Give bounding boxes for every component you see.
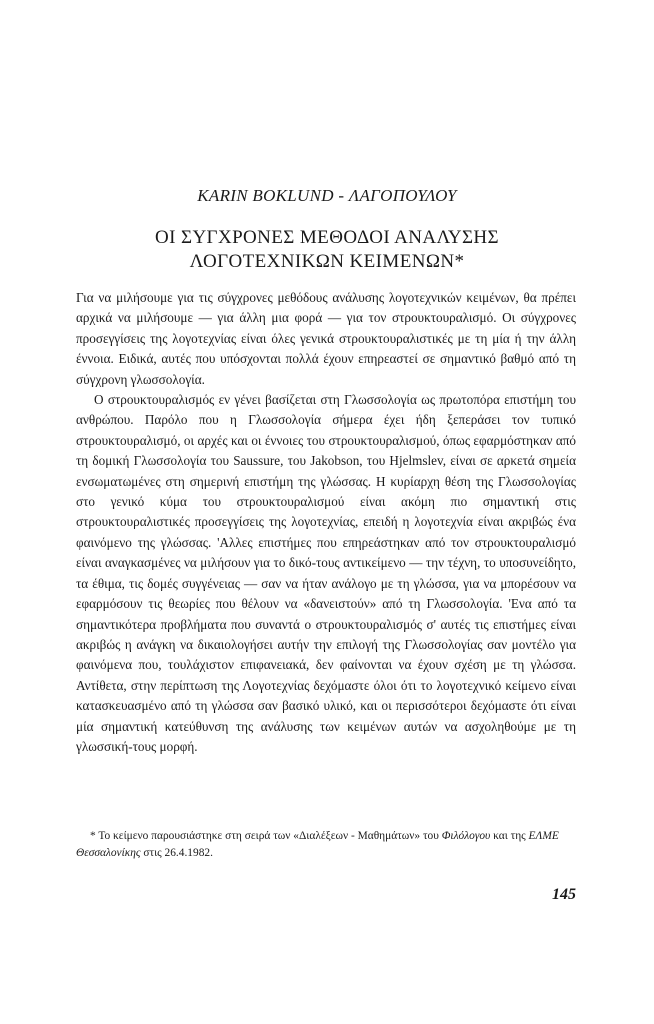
title-line-2: ΛΟΓΟΤΕΧΝΙΚΩΝ ΚΕΙΜΕΝΩΝ*: [189, 251, 465, 272]
page-number: 145: [552, 886, 576, 903]
footnote: [76, 828, 576, 862]
article-title: [0, 226, 654, 274]
author-name: KARIN BOKLUND - ΛΑΓΟΠΟΥΛΟΥ: [197, 186, 457, 205]
body-paragraph-2: Ο στρουκτουραλισμός εν γένει βασίζεται στη Γλωσσολογία ως πρωτοπόρα επιστήμη του ανθρώπου. Παρόλο που η Γλωσσολογία σήμερα έχει ήδη ξεπεράσει τον τυπικό στρουκτουραλισμό, οι αρχές και οι έννοιες του στρουκτουραλισμού, όπως εφαρμόστηκαν από τη δομική Γλωσσολογία του Saussure, του Jakobson, του Hjelmslev, είναι σε αρκετά σημεία ενσωματωμένες στη σημερινή επιστήμη της γλώσσας. Η κυρίαρχη θέση της Γλωσσολογίας στο γενικό κύμα του στρουκτουραλισμού είναι ακόμη πιο σημαντική στις στρουκτουραλιστικές προσεγγίσεις της λογοτεχνίας, επειδή η λογοτεχνία είναι ακριβώς ένα φαινόμενο της γλώσσας. 'Αλλες επιστήμες που επηρεάστηκαν από τον στρουκτουραλισμό είναι αναγκασμένες να μιλήσουν για το δικό-τους αντικείμενο — την τέχνη, το υποσυνείδητο, τα έθιμα, τις δομές συγγένειας — σαν να ήταν ανάλογο με τη γλώσσα, για να μπορέσουν να εφαρμόσουν τις θεωρίες που θέλουν να «δανειστούν» από τη Γλωσσολογία. 'Ενα από τα σημαντικότερα προβλήματα που συναντά ο στρουκτουραλισμός σ' αυτές τις επιστήμες είναι ακριβώς η ανάγκη να δικαιολογήσει αυτήν την επιλογή της Γλωσσολογίας σαν μοντέλο για φαινόμενα που, τουλάχιστον επιφανειακά, δεν φαίνονται να έχουν σχέση με τη γλώσσα. Αντίθετα, στην περίπτωση της Λογοτεχνίας δεχόμαστε όλοι ότι το λογοτεχνικό κείμενο είναι κατασκευασμένο από τη γλώσσα σαν βασικό υλικό, και οι περισσότεροι δεχόμαστε ότι είναι μία σημαντική κατεύθυνση της ανάλυσης των κειμένων αυτών να ασχοληθούμε με τη γλωσσική-τους μορφή.: [76, 392, 576, 754]
footnote-italic-2: ΕΛΜΕ Θεσσαλονίκης: [76, 830, 559, 859]
article-body: [76, 288, 576, 757]
footnote-text-3: στις 26.4.1982.: [140, 847, 213, 859]
footnote-text-1: * Το κείμενο παρουσιάστηκε στη σειρά των «Διαλέξεων - Μαθημάτων» του: [90, 830, 442, 842]
footnote-italic-1: Φιλόλογου: [441, 830, 491, 842]
body-paragraph-1: Για να μιλήσουμε για τις σύγχρονες μεθόδους ανάλυσης λογοτεχνικών κειμένων, θα πρέπει αρχικά να μιλήσουμε — για άλλη μια φορά — για τον στρουκτουραλισμό. Οι σύγχρονες προσεγγίσεις της λογοτεχνίας είναι όλες γενικά στρουκτουραλιστικές με τη μία ή την άλλη έννοια. Ειδικά, αυτές που υπόσχονται πολλά έχουν επηρεαστεί σε σημαντικό βαθμό από τη σύγχρονη γλωσσολογία.: [76, 290, 576, 387]
footnote-text-2: και της: [490, 830, 529, 842]
title-line-1: ΟΙ ΣΥΓΧΡΟΝΕΣ ΜΕΘΟΔΟΙ ΑΝΑΛΥΣΗΣ: [154, 227, 500, 248]
